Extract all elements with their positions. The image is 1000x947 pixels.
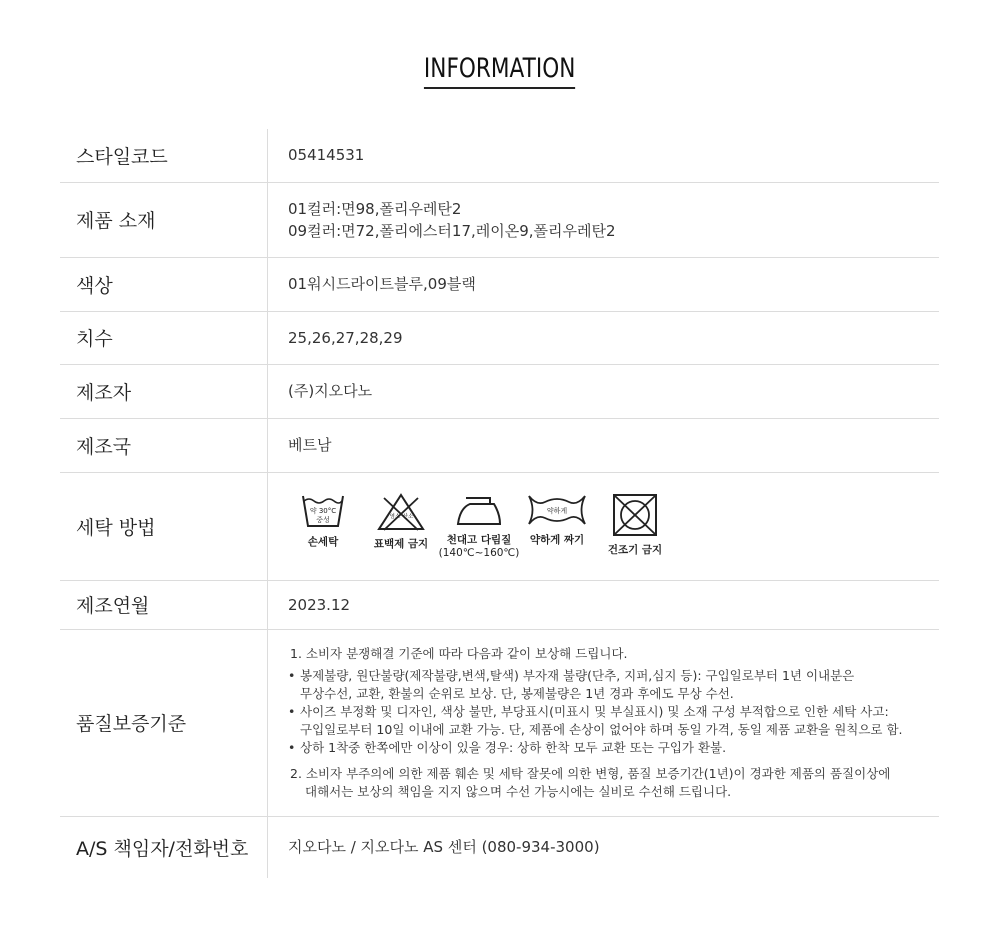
no-bleach-chlorine: 염소 — [389, 514, 401, 520]
quality-bullet-1-line-2: 무상수선, 교환, 환불의 순위로 보상. 단, 봉제불량은 1년 경과 후에도 무상 수선. — [300, 685, 734, 701]
row-country — [60, 418, 939, 472]
quality-bullet-2 — [288, 703, 938, 739]
date-label: 제조연월 — [60, 580, 268, 629]
quality-label: 품질보증기준 — [60, 629, 268, 816]
material-label: 제품 소재 — [60, 182, 268, 257]
iron-caption: 천대고 다림질 — [446, 534, 512, 546]
maker-label: 제조자 — [60, 364, 268, 418]
hand-wash-temp: 약 30°C — [309, 507, 337, 515]
product-info-table — [60, 129, 939, 878]
quality-clause-2: 2. 소비자 부주의에 의한 제품 훼손 및 세탁 잘못에 의한 변형, 품질 보증기간(1년)이 경과한 제품의 품질이상에 — [290, 765, 891, 781]
material-value — [268, 182, 940, 257]
color-label: 색상 — [60, 257, 268, 311]
care-iron — [436, 492, 522, 560]
care-symbols — [288, 492, 938, 560]
gentle-wring-caption: 약하게 짜기 — [529, 534, 585, 546]
row-as-contact — [60, 816, 939, 878]
hand-wash-icon — [301, 492, 345, 530]
as-contact-label: A/S 책임자/전화번호 — [60, 816, 268, 878]
date-value: 2023.12 — [268, 580, 940, 629]
size-value: 25,26,27,28,29 — [268, 311, 940, 364]
row-material — [60, 182, 939, 257]
style-code-value: 05414531 — [268, 129, 940, 182]
maker-value: (주)지오다노 — [268, 364, 940, 418]
care-gentle-wring — [514, 492, 600, 547]
care-no-bleach — [358, 492, 444, 551]
hand-wash-detergent: 중성 — [316, 516, 330, 524]
iron-temperature: (140℃~160℃) — [438, 547, 520, 559]
iron-icon — [454, 492, 504, 528]
size-label: 치수 — [60, 311, 268, 364]
quality-bullet-2-line-1: • 사이즈 부정확 및 디자인, 색상 불만, 부당표시(미표시 및 부실표시) 및 소재 구성 부적합으로 인한 세탁 사고: — [300, 703, 889, 719]
row-style-code — [60, 129, 939, 182]
quality-clause-2-cont: 대해서는 보상의 책임을 지지 않으며 수선 가능시에는 실비로 수선해 드립니다. — [305, 783, 732, 799]
washing-label: 세탁 방법 — [60, 472, 268, 580]
no-bleach-caption: 표백제 금지 — [373, 538, 429, 550]
color-value: 01워시드라이트블루,09블랙 — [268, 257, 940, 311]
quality-bullet-1-line-1: • 봉제불량, 원단불량(제작불량,변색,탈색) 부자재 불량(단추, 지퍼,심지 등): 구입일로부터 1년 이내분은 — [300, 667, 855, 683]
page-title: INFORMATION — [424, 52, 575, 89]
no-bleach-oxygen: 산소 — [402, 514, 414, 520]
care-hand-wash — [280, 492, 366, 549]
no-tumble-dry-caption: 건조기 금지 — [607, 544, 663, 556]
material-line-09: 09컬러:면72,폴리에스터17,레이온9,폴리우레탄2 — [288, 221, 616, 240]
quality-bullet-2-line-2: 구입일로부터 10일 이내에 교환 가능. 단, 제품에 손상이 없어야 하며 동일 가격, 동일 제품 교환을 원칙으로 함. — [300, 721, 903, 737]
gentle-wring-icon — [527, 492, 587, 528]
gentle-wring-label: 약하게 — [546, 507, 568, 515]
quality-bullet-3: • 상하 1착중 한쪽에만 이상이 있을 경우: 상하 한착 모두 교환 또는 구입가 환불. — [288, 739, 938, 757]
country-value: 베트남 — [268, 418, 940, 472]
quality-bullet-1 — [288, 667, 938, 703]
style-code-label: 스타일코드 — [60, 129, 268, 182]
no-tumble-dry-icon — [611, 492, 659, 538]
row-quality — [60, 629, 939, 816]
row-date — [60, 580, 939, 629]
washing-value — [268, 472, 940, 580]
no-bleach-icon — [376, 492, 426, 532]
country-label: 제조국 — [60, 418, 268, 472]
row-size — [60, 311, 939, 364]
hand-wash-caption: 손세탁 — [307, 536, 339, 548]
quality-value — [268, 629, 940, 816]
row-washing — [60, 472, 939, 580]
quality-text — [288, 645, 938, 801]
as-contact-value: 지오다노 / 지오다노 AS 센터 (080-934-3000) — [288, 838, 600, 857]
row-color — [60, 257, 939, 311]
quality-clause-1: 1. 소비자 분쟁해결 기준에 따라 다음과 같이 보상해 드립니다. — [290, 645, 628, 661]
row-maker — [60, 364, 939, 418]
material-line-01: 01컬러:면98,폴리우레탄2 — [288, 199, 462, 218]
care-no-tumble-dry — [592, 492, 678, 557]
